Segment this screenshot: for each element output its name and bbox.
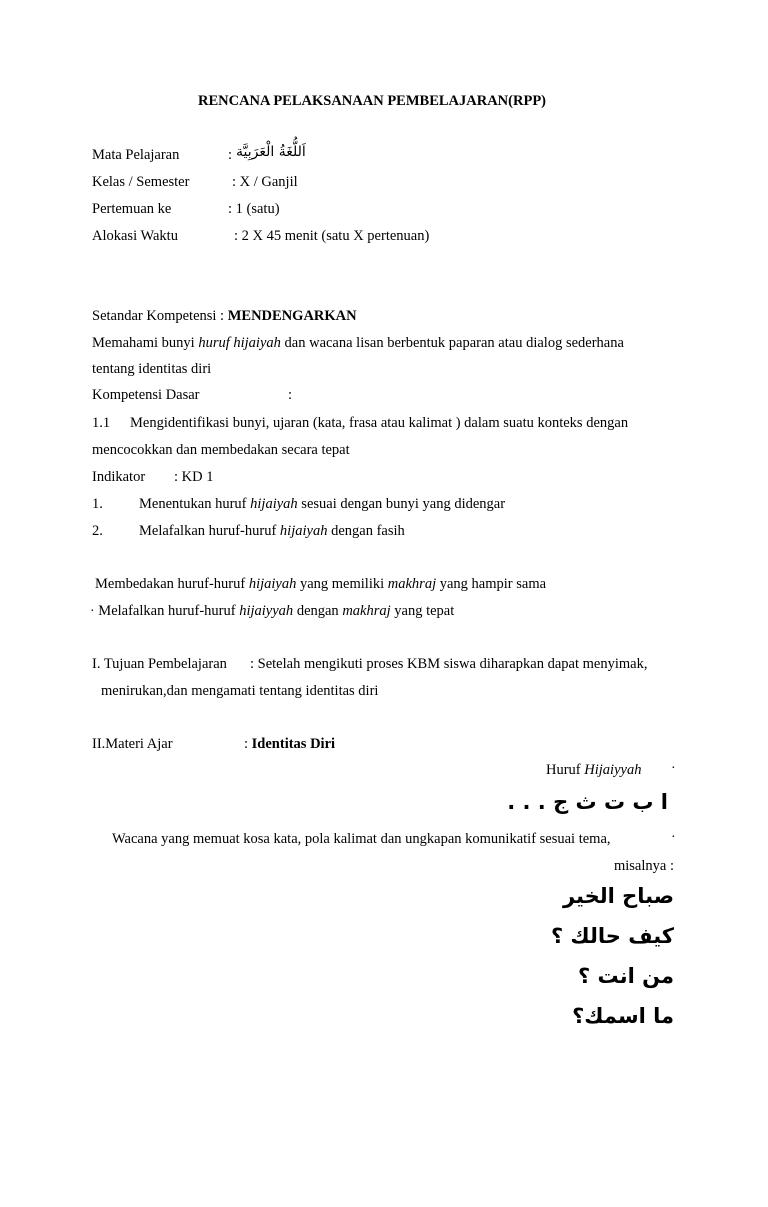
misalnya-text: misalnya : — [613, 858, 674, 874]
tujuan-label: I. Tujuan Pembelajaran — [92, 656, 227, 672]
sk-label: Setandar Kompetensi : — [92, 308, 228, 324]
extra-1-a: Membedakan huruf-huruf — [95, 576, 249, 592]
kd-num: 1.1 — [92, 415, 111, 431]
indikator-num-1: 1. — [92, 496, 103, 512]
extra-2-b: hijaiyyah — [239, 603, 294, 619]
mapel-label: Mata Pelajaran — [92, 147, 180, 163]
phrase-1: صباح الخير — [562, 884, 674, 908]
materi-label: II.Materi Ajar — [92, 736, 173, 752]
indikator-item-1-b: hijaiyah — [250, 496, 298, 512]
materi-sep: : — [244, 736, 252, 752]
alokasi-label: Alokasi Waktu — [92, 228, 178, 244]
kd-sep: : — [288, 387, 293, 403]
kelas-value: : X / Ganjil — [232, 174, 298, 190]
bullet-icon: · — [90, 604, 95, 619]
sk-desc-line2: tentang identitas diri — [92, 361, 212, 377]
indikator-item-2-b: hijaiyah — [279, 523, 328, 539]
indikator-item-1-c: sesuai dengan bunyi yang didengar — [297, 496, 506, 512]
phrase-3: من انت ؟ — [577, 964, 674, 988]
tujuan-line1: : Setelah mengikuti proses KBM siswa diharapkan dapat menyimak, — [250, 656, 648, 672]
extra-2-a: Melafalkan huruf-huruf — [94, 603, 240, 619]
sk-desc-b: huruf hijaiyah — [198, 335, 281, 351]
materi-value: Identitas Diri — [251, 736, 336, 752]
extra-1-b: hijaiyah — [248, 576, 297, 592]
indikator-item-2-a: Melafalkan huruf-huruf — [139, 523, 280, 539]
phrase-2: كيف حالك ؟ — [550, 924, 674, 948]
extra-2-c: dengan — [293, 603, 343, 619]
sk-desc-a: Memahami bunyi — [92, 335, 199, 351]
extra-line-2 — [90, 604, 454, 619]
hijaiyah-letters: ا ب ت ث ج . . . — [507, 790, 668, 814]
kelas-label: Kelas / Semester — [92, 174, 190, 190]
extra-1-c: yang memiliki — [296, 576, 388, 592]
indikator-item-2-c: dengan fasih — [327, 523, 405, 539]
mapel-sep: : — [228, 147, 233, 163]
alokasi-value: : 2 X 45 menit (satu X pertenuan) — [234, 228, 430, 244]
indikator-item-1 — [139, 497, 505, 512]
indikator-item-1-a: Menentukan huruf — [139, 496, 251, 512]
pertemuan-value: : 1 (satu) — [228, 201, 280, 217]
indikator-num-2: 2. — [92, 523, 103, 539]
materi-value-line — [244, 737, 335, 752]
huruf-b: Hijaiyyah — [584, 762, 642, 778]
extra-1-e: yang hampir sama — [436, 576, 547, 592]
kd-label: Kompetensi Dasar — [92, 387, 200, 403]
pertemuan-label: Pertemuan ke — [92, 201, 172, 217]
indikator-label: Indikator — [92, 469, 146, 485]
extra-2-d: makhraj — [342, 603, 391, 619]
huruf-line — [546, 763, 641, 778]
indikator-value: : KD 1 — [174, 469, 214, 485]
tujuan-line2: menirukan,dan mengamati tentang identitas diri — [101, 683, 379, 699]
sk-desc-c: dan wacana lisan berbentuk paparan atau dialog sederhana — [280, 335, 624, 351]
wacana-text: Wacana yang memuat kosa kata, pola kalimat dan ungkapan komunikatif sesuai tema, — [112, 831, 611, 847]
indikator-item-2 — [139, 524, 405, 539]
huruf-a: Huruf — [546, 762, 585, 778]
sk-desc — [92, 336, 624, 351]
mapel-value: اَللُّغَةُ الْعَرَبِيَّة — [236, 144, 306, 160]
bullet-icon: · — [671, 761, 676, 776]
sk-value: MENDENGARKAN — [227, 308, 357, 324]
extra-line-1 — [95, 577, 546, 592]
page-title: RENCANA PELAKSANAAN PEMBELAJARAN(RPP) — [198, 93, 546, 109]
kd-text-line1: Mengidentifikasi bunyi, ujaran (kata, frasa atau kalimat ) dalam suatu konteks dengan — [130, 415, 629, 431]
extra-2-e: yang tepat — [390, 603, 455, 619]
extra-1-d: makhraj — [387, 576, 437, 592]
phrase-4: ما اسمك؟ — [572, 1004, 674, 1028]
kd-text-line2: mencocokkan dan membedakan secara tepat — [92, 442, 350, 458]
sk-line — [92, 309, 357, 324]
bullet-icon: · — [671, 830, 676, 845]
